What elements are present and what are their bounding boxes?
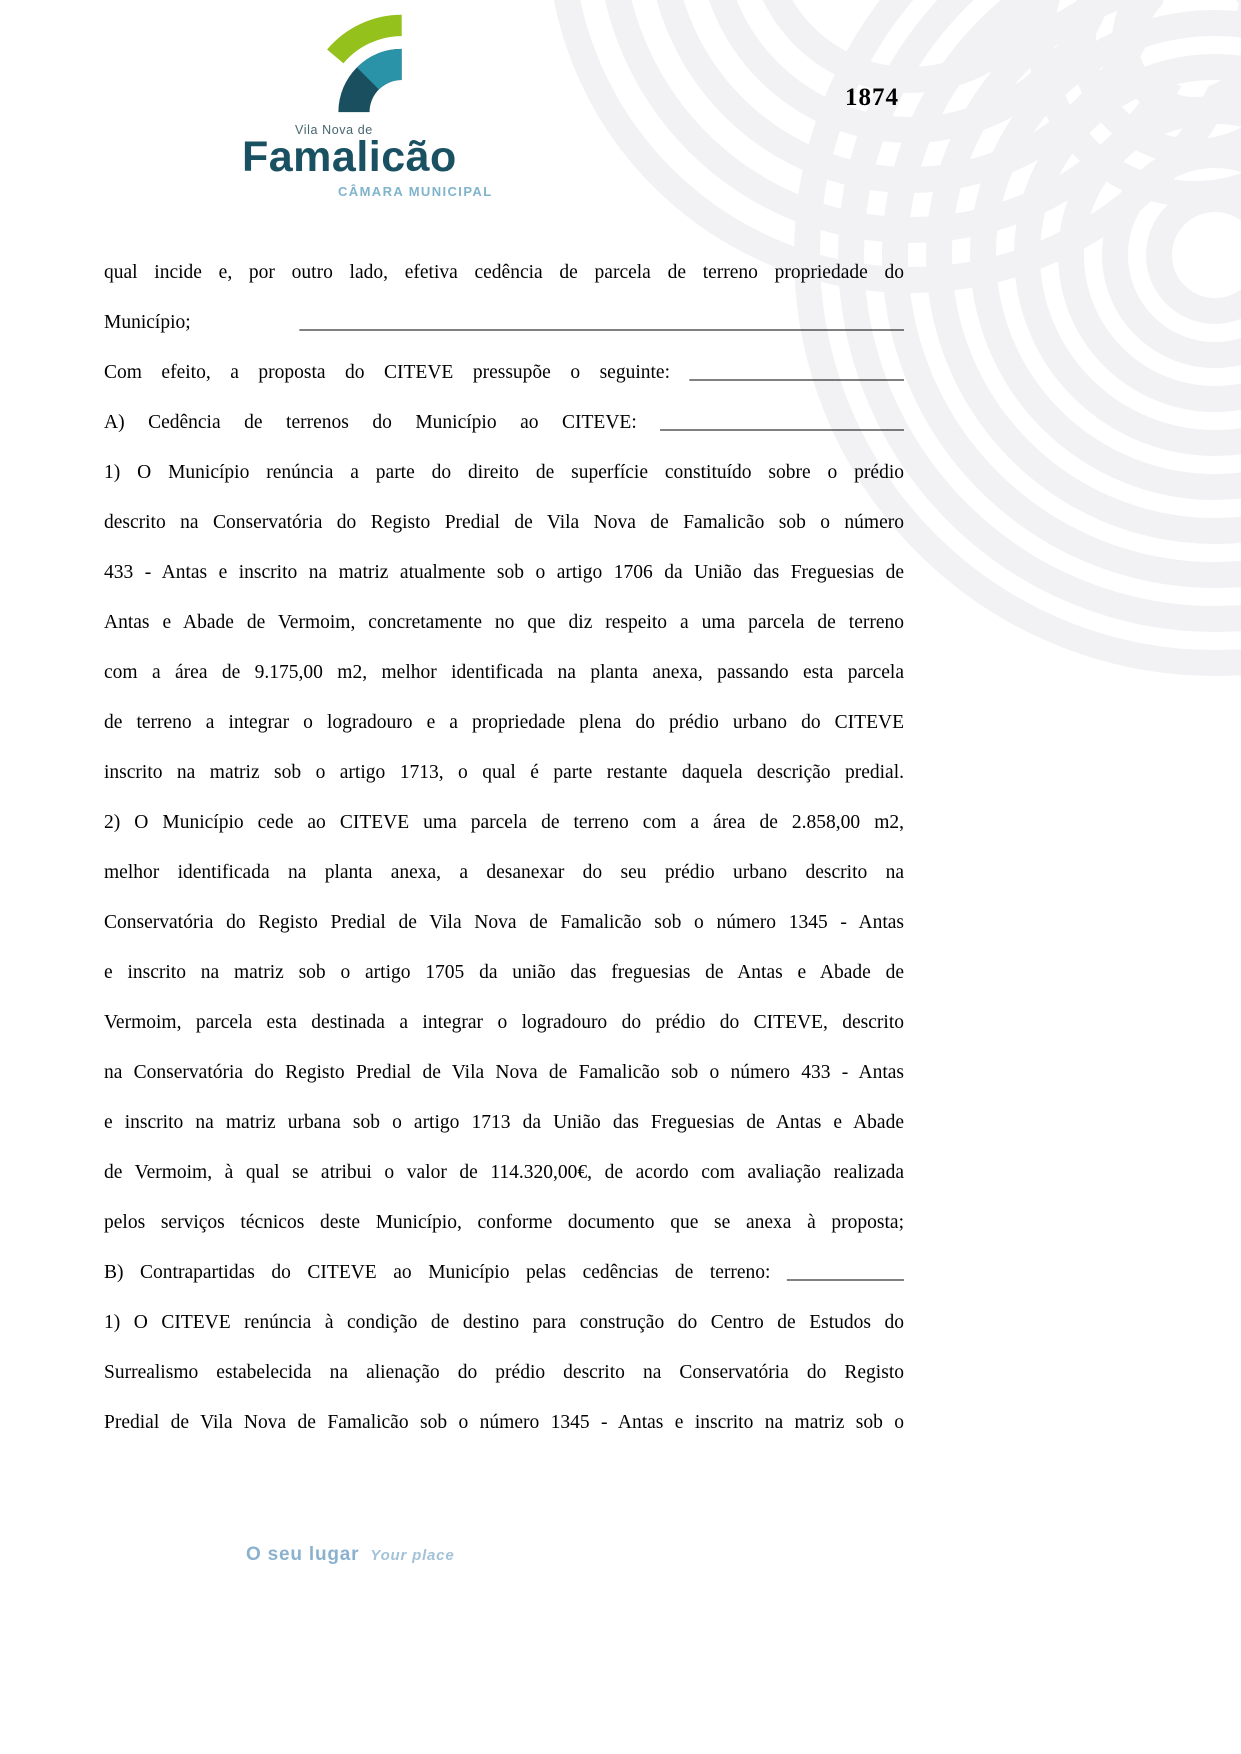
logo-subtitle-text: CÂMARA MUNICIPAL bbox=[338, 184, 493, 199]
text-line: pelos serviços técnicos deste Município, conforme documento que se anexa à proposta; bbox=[104, 1212, 904, 1233]
text-line: e inscrito na matriz sob o artigo 1705 da união das freguesias de Antas e Abade de bbox=[104, 962, 904, 983]
text-line: Predial de Vila Nova de Famalicão sob o número 1345 - Antas e inscrito na matriz sob o bbox=[104, 1412, 904, 1433]
text-line: qual incide e, por outro lado, efetiva cedência de parcela de terreno propriedade do bbox=[104, 262, 904, 283]
text-line: 1) O Município renúncia a parte do direito de superfície constituído sobre o prédio bbox=[104, 462, 904, 483]
text-line: de Vermoim, à qual se atribui o valor de 114.320,00€, de acordo com avaliação realizada bbox=[104, 1162, 904, 1183]
text-line: com a área de 9.175,00 m2, melhor identificada na planta anexa, passando esta parcela bbox=[104, 662, 904, 683]
text-line: Conservatória do Registo Predial de Vila Nova de Famalicão sob o número 1345 - Antas bbox=[104, 912, 904, 933]
text-line: descrito na Conservatória do Registo Predial de Vila Nova de Famalicão sob o número bbox=[104, 512, 904, 533]
text-line: Vermoim, parcela esta destinada a integrar o logradouro do prédio do CITEVE, descrito bbox=[104, 1012, 904, 1033]
text-line: Com efeito, a proposta do CITEVE pressupõe o seguinte: ______________________ bbox=[104, 362, 904, 383]
text-line: 2) O Município cede ao CITEVE uma parcela de terreno com a área de 2.858,00 m2, bbox=[104, 812, 904, 833]
text-line: inscrito na matriz sob o artigo 1713, o qual é parte restante daquela descrição predial. bbox=[104, 762, 904, 783]
text-line: e inscrito na matriz urbana sob o artigo 1713 da União das Freguesias de Antas e Abade bbox=[104, 1112, 904, 1133]
logo-name-text: Famalicão bbox=[242, 133, 457, 181]
document-body bbox=[104, 248, 904, 1448]
text-line: na Conservatória do Registo Predial de Vila Nova de Famalicão sob o número 433 - Antas bbox=[104, 1062, 904, 1083]
municipality-logo bbox=[0, 0, 520, 215]
footer-slogan bbox=[246, 1544, 454, 1566]
text-line: Município; ______________________________________________________________ bbox=[104, 312, 904, 333]
text-line: de terreno a integrar o logradouro e a propriedade plena do prédio urbano do CITEVE bbox=[104, 712, 904, 733]
famalicao-logo-icon bbox=[300, 5, 405, 117]
page-number: 1874 bbox=[845, 84, 899, 111]
text-line: B) Contrapartidas do CITEVE ao Município pelas cedências de terreno: ____________ bbox=[104, 1262, 904, 1283]
text-line: A) Cedência de terrenos do Município ao CITEVE: _________________________ bbox=[104, 412, 904, 433]
text-line: melhor identificada na planta anexa, a desanexar do seu prédio urbano descrito na bbox=[104, 862, 904, 883]
logo-region-text: Vila Nova de bbox=[295, 123, 373, 137]
text-line: Surrealismo estabelecida na alienação do prédio descrito na Conservatória do Registo bbox=[104, 1362, 904, 1383]
text-line: 433 - Antas e inscrito na matriz atualmente sob o artigo 1706 da União das Freguesias de bbox=[104, 562, 904, 583]
footer-slogan-pt: O seu lugar bbox=[246, 1544, 360, 1565]
footer-slogan-en: Your place bbox=[370, 1547, 455, 1564]
text-line: Antas e Abade de Vermoim, concretamente no que diz respeito a uma parcela de terreno bbox=[104, 612, 904, 633]
text-line: 1) O CITEVE renúncia à condição de destino para construção do Centro de Estudos do bbox=[104, 1312, 904, 1333]
